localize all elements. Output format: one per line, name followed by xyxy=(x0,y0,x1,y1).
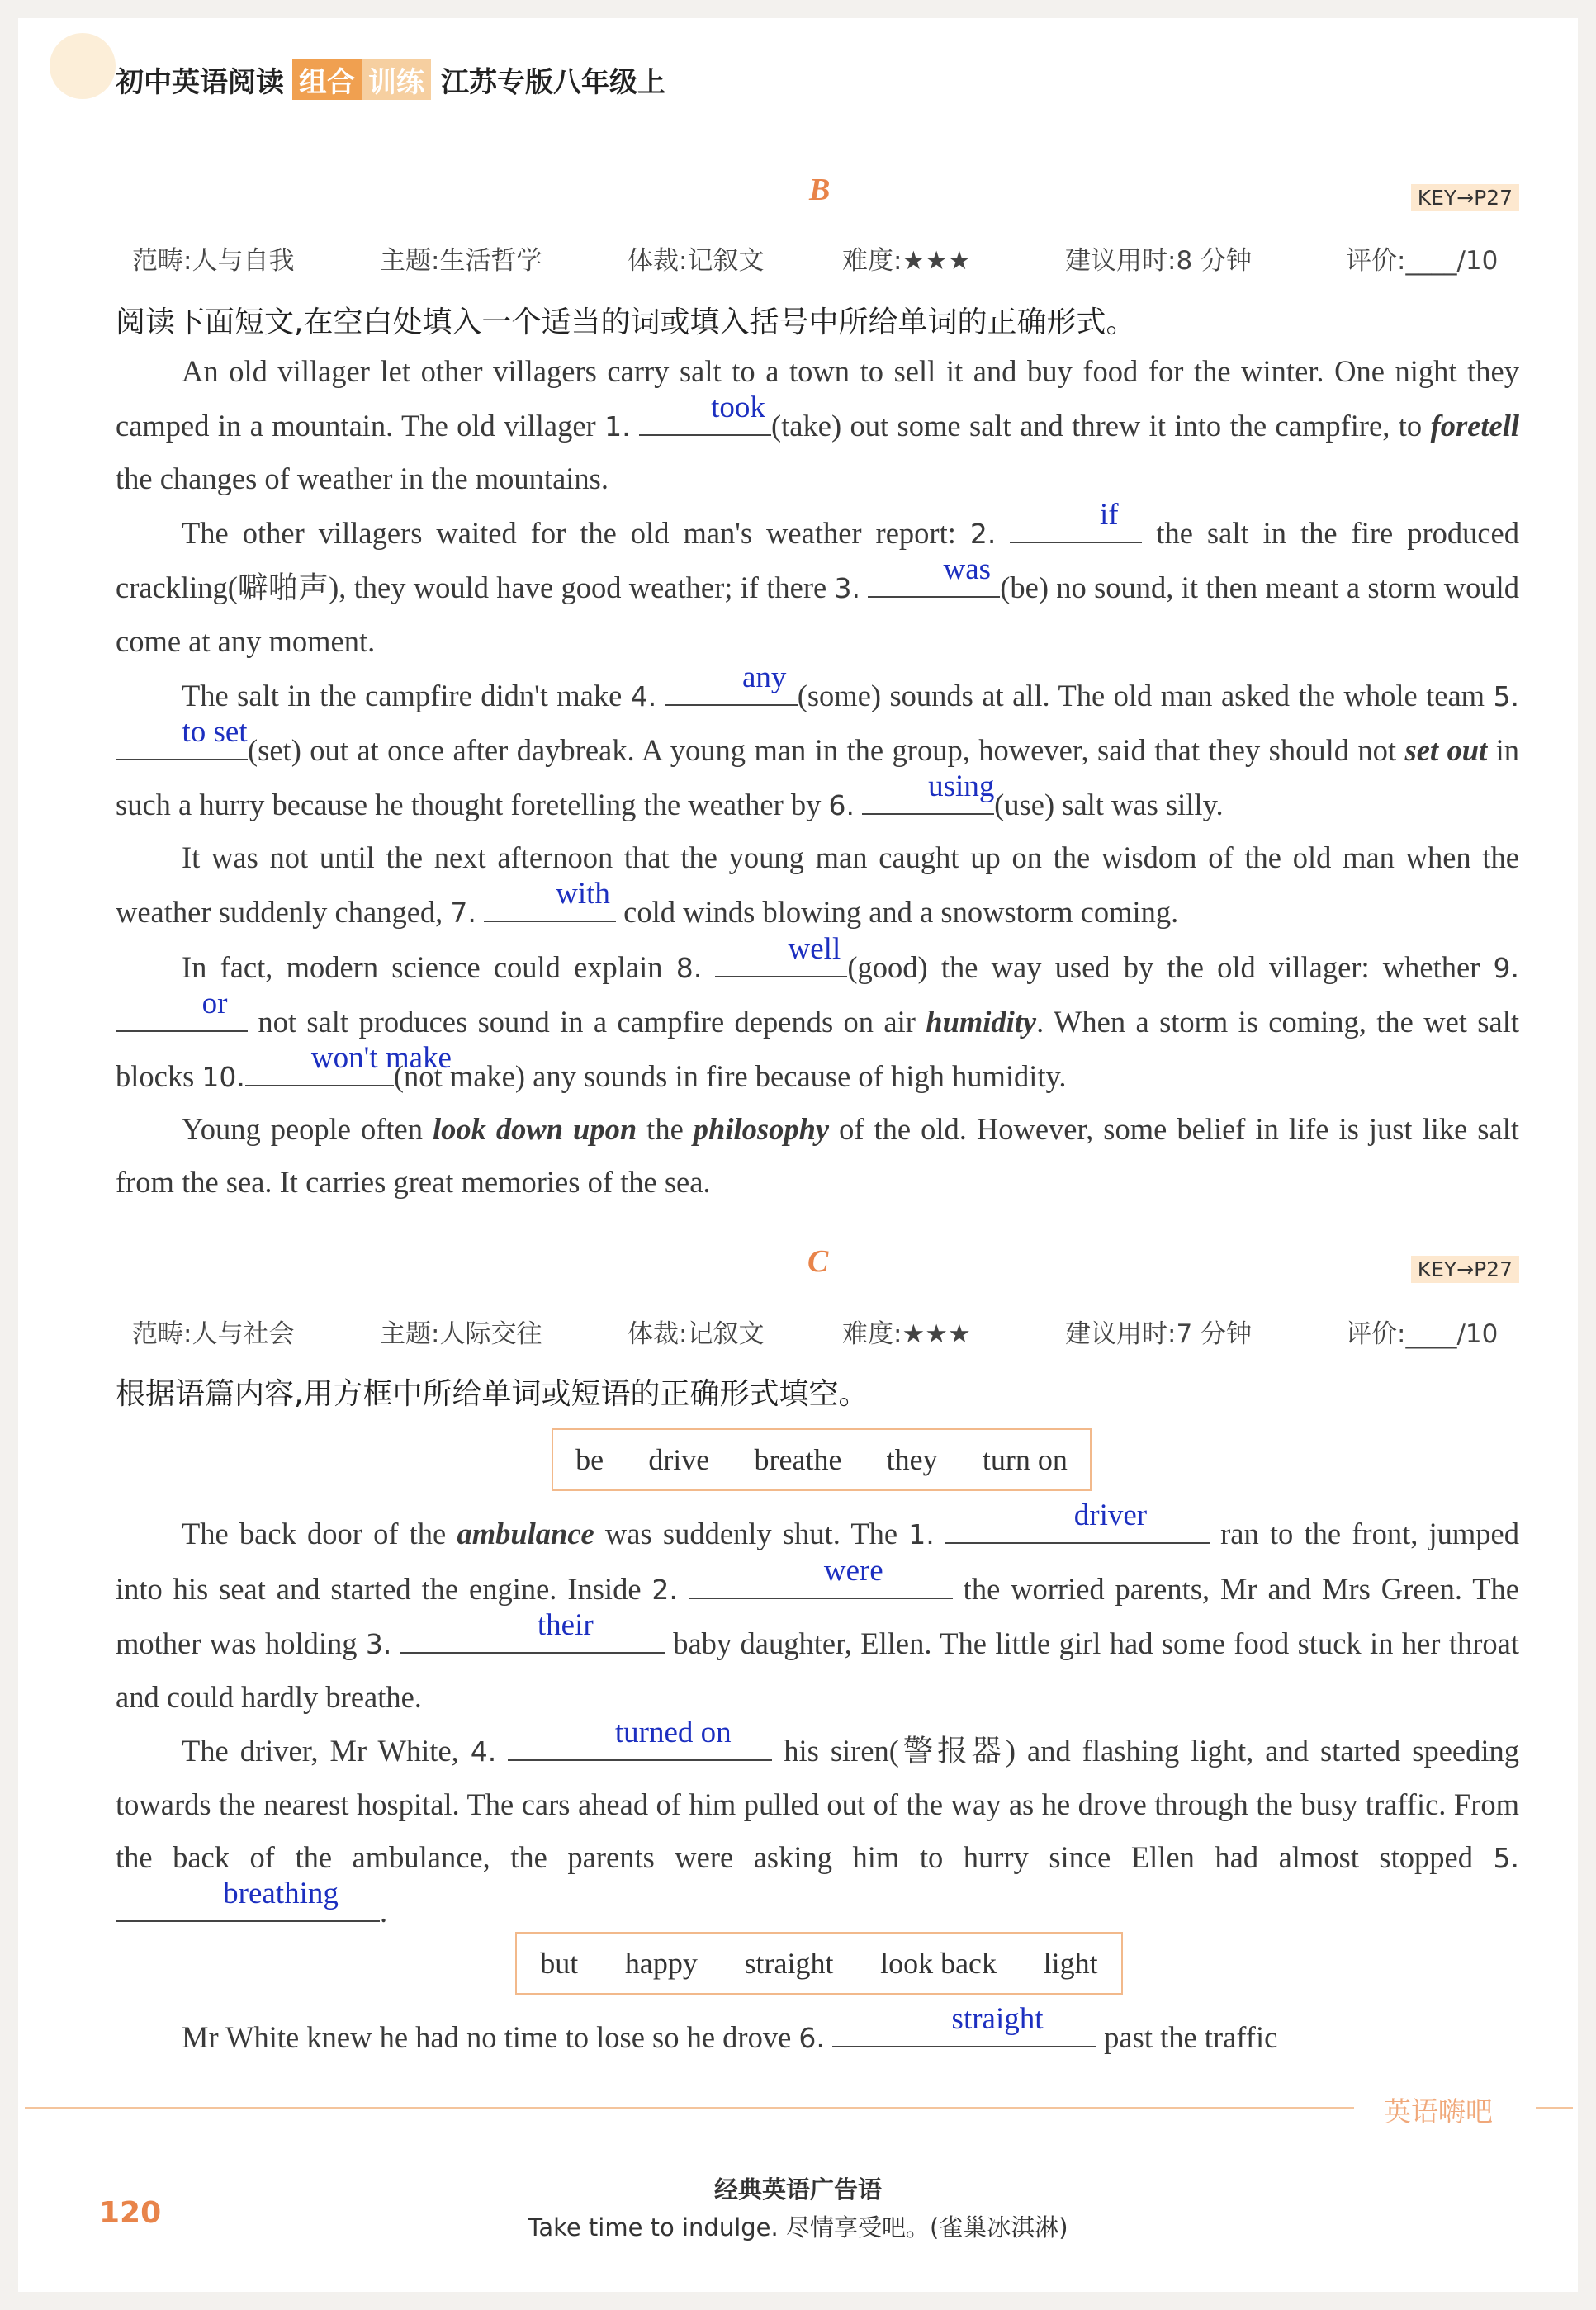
word-option: happy xyxy=(624,1947,698,1980)
blank-c6[interactable]: straight xyxy=(832,2009,1096,2047)
word-option: breathe xyxy=(754,1443,842,1476)
word-option: straight xyxy=(744,1947,834,1980)
word-option: look back xyxy=(880,1947,997,1980)
word-option: light xyxy=(1043,1947,1098,1980)
blank-b6[interactable]: using xyxy=(862,777,994,815)
meta-genre: 体裁:记叙文 xyxy=(628,246,765,276)
slogan-text: Take time to indulge. 尽情享受吧。(雀巢冰淇淋) xyxy=(528,2213,1068,2241)
word-option: drive xyxy=(648,1443,710,1476)
meta-score: 评价:____/10 xyxy=(1346,1319,1499,1349)
meta-theme: 主题:生活哲学 xyxy=(380,246,542,276)
blank-b3[interactable]: was xyxy=(868,560,1000,598)
word-option: turn on xyxy=(982,1443,1068,1476)
tag-xunlian: 训练 xyxy=(362,59,431,100)
instruction-c: 根据语篇内容,用方框中所给单词或短语的正确形式填空。 xyxy=(116,1377,869,1411)
blank-c3[interactable]: their xyxy=(400,1616,665,1654)
meta-genre: 体裁:记叙文 xyxy=(628,1319,765,1349)
blank-c5[interactable]: breathing xyxy=(116,1884,380,1922)
slogan-title: 经典英语广告语 xyxy=(713,2175,882,2203)
blank-b1[interactable]: took xyxy=(639,398,771,436)
meta-difficulty: 难度:★★★ xyxy=(842,246,971,276)
section-meta-b xyxy=(132,239,1519,277)
blank-b10[interactable]: won't make xyxy=(245,1048,394,1086)
footer-rule xyxy=(25,2107,1354,2109)
key-reference-c: KEY→P27 xyxy=(1411,1256,1519,1283)
blank-c1[interactable]: driver xyxy=(945,1506,1210,1544)
word-option: but xyxy=(540,1947,579,1980)
instruction-b: 阅读下面短文,在空白处填入一个适当的词或填入括号中所给单词的正确形式。 xyxy=(116,305,1136,339)
book-edition: 江苏专版八年级上 xyxy=(441,66,665,99)
section-meta-c xyxy=(132,1313,1519,1350)
section-letter-c: C xyxy=(807,1244,829,1279)
word-box-1 xyxy=(552,1428,1092,1491)
meta-theme: 主题:人际交往 xyxy=(380,1319,542,1349)
blank-c4[interactable]: turned on xyxy=(508,1723,772,1761)
blank-b9[interactable]: or xyxy=(116,994,248,1032)
meta-domain: 范畴:人与自我 xyxy=(132,246,295,276)
section-letter-b: B xyxy=(809,173,831,207)
meta-time: 建议用时:7 分钟 xyxy=(1065,1319,1253,1349)
meta-domain: 范畴:人与社会 xyxy=(132,1319,295,1349)
blank-b4[interactable]: any xyxy=(665,668,798,706)
blank-c2[interactable]: were xyxy=(689,1561,953,1599)
tag-zuhe: 组合 xyxy=(292,59,362,100)
meta-time: 建议用时:8 分钟 xyxy=(1065,246,1253,276)
book-header xyxy=(116,59,665,100)
page-number: 120 xyxy=(99,2196,162,2230)
blank-b5[interactable]: to set xyxy=(116,722,248,760)
meta-difficulty: 难度:★★★ xyxy=(842,1319,971,1349)
book-logo xyxy=(50,33,116,99)
passage-b: An old villager let other villagers carry salt to a town to sell it and buy food for the winter. One night they camped in a mountain. The old villager 1. took (take) out some salt and threw it into the campfire, to foretell the changes of weather in the mountains. The other villagers waited for the old man's weather report: 2. if the salt in the fire produced crackling(噼啪声), they would have good weather; if there 3. was (be) no sound, it then meant a storm would come at any moment. The salt in the campfire didn't make 4. any (some) sounds at all. The old man asked the whole team 5. to set (set) out at once after daybreak. A young man in the group, however, said that they should not set out in such a hurry because he thought foretelling the weather by 6. using (use) salt was silly. It was not until the next afternoon that the young man caught up on the wisdom of the old man when the weather suddenly changed, 7. with cold winds blowing and a snowstorm coming. In fact, modern science could explain 8. well (good) the way used by the old villager: whether 9. or not salt produces sound in a campfire depends on air humidity. When a storm is coming, the wet salt blocks 10. won't make (not make) any sounds in fire because of high humidity. Young people often look down upon the philosophy of the old. However, some belief in life is just like salt from the sea. It carries great memories of the sea. xyxy=(116,354,1520,1199)
meta-score: 评价:____/10 xyxy=(1346,246,1499,276)
blank-b7[interactable]: with xyxy=(484,884,616,922)
key-reference-b: KEY→P27 xyxy=(1411,184,1519,211)
blank-b8[interactable]: well xyxy=(715,940,847,977)
passage-c2: Mr White knew he had no time to lose so he drove 6. straight past the traffic xyxy=(182,2002,1278,2054)
blank-b2[interactable]: if xyxy=(1010,505,1142,543)
word-option: they xyxy=(886,1443,938,1476)
word-option: be xyxy=(575,1443,604,1476)
passage-c1: The back door of the ambulance was suddenly shut. The 1. driver ran to the front, jumped into his seat and started the engine. Inside 2. were the worried parents, Mr and Mrs Green. The mother was holding 3. their baby daughter, Ellen. The little girl had some food stuck in her throat and could hardly breathe. The driver, Mr White, 4. turned on his siren(警报器) and flashing light, and started speeding towards the nearest hospital. The cars ahead of him pulled out of the way as he drove through the busy traffic. From the back of the ambulance, the parents were asking him to hurry since Ellen had almost stopped 5. breathing . xyxy=(116,1498,1519,1929)
book-title: 初中英语阅读 xyxy=(116,66,284,99)
footer-brand: 英语嗨吧 xyxy=(1384,2095,1493,2128)
word-box-2 xyxy=(515,1932,1123,1995)
footer-rule-end xyxy=(1536,2107,1573,2109)
